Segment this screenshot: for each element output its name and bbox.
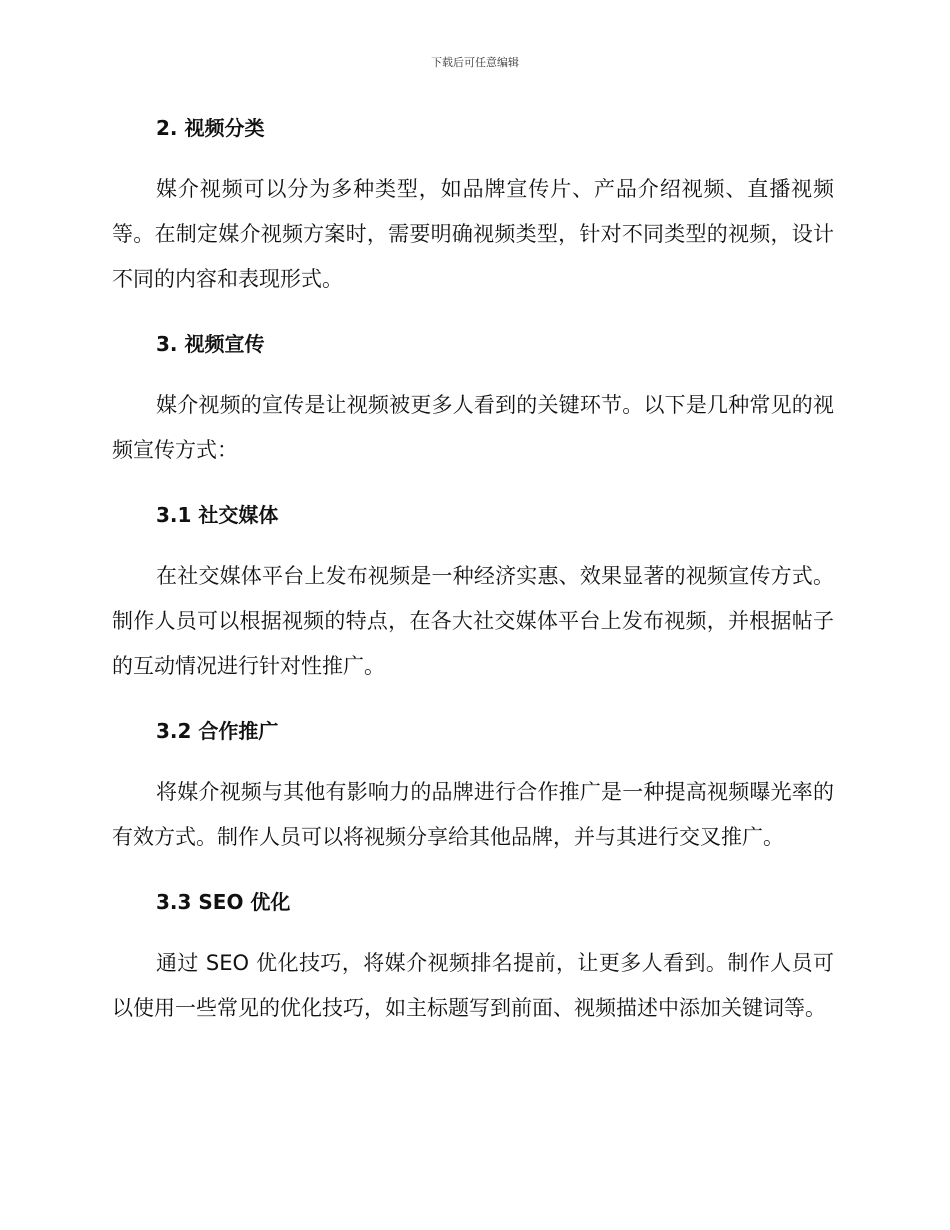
section-social-media: [112, 499, 834, 715]
section-paragraph: 将媒介视频与其他有影响力的品牌进行合作推广是一种提高视频曝光率的有效方式。制作人员可以将视频分享给其他品牌，并与其进行交叉推广。: [112, 780, 834, 849]
section-heading: 3.2 合作推广: [156, 719, 279, 743]
page-header: 下载后可任意编辑: [431, 56, 519, 69]
section-cooperative-promotion: [112, 715, 834, 886]
section-paragraph: 在社交媒体平台上发布视频是一种经济实惠、效果显著的视频宣传方式。制作人员可以根据视频的特点，在各大社交媒体平台上发布视频，并根据帖子的互动情况进行针对性推广。: [112, 564, 834, 678]
section-video-categories: [112, 112, 834, 328]
section-heading: 3.1 社交媒体: [156, 503, 279, 527]
section-paragraph: 通过 SEO 优化技巧，将媒介视频排名提前，让更多人看到。制作人员可以使用一些常见的优化技巧，如主标题写到前面、视频描述中添加关键词等。: [112, 951, 834, 1020]
document-body: [112, 112, 834, 1031]
section-seo-optimization: [112, 886, 834, 1031]
section-heading: 2. 视频分类: [156, 116, 265, 140]
section-paragraph: 媒介视频可以分为多种类型，如品牌宣传片、产品介绍视频、直播视频等。在制定媒介视频方案时，需要明确视频类型，针对不同类型的视频，设计不同的内容和表现形式。: [112, 177, 834, 291]
section-heading: 3. 视频宣传: [156, 332, 265, 356]
section-video-promotion: [112, 328, 834, 499]
section-paragraph: 媒介视频的宣传是让视频被更多人看到的关键环节。以下是几种常见的视频宣传方式：: [112, 393, 834, 462]
section-heading: 3.3 SEO 优化: [156, 890, 291, 914]
